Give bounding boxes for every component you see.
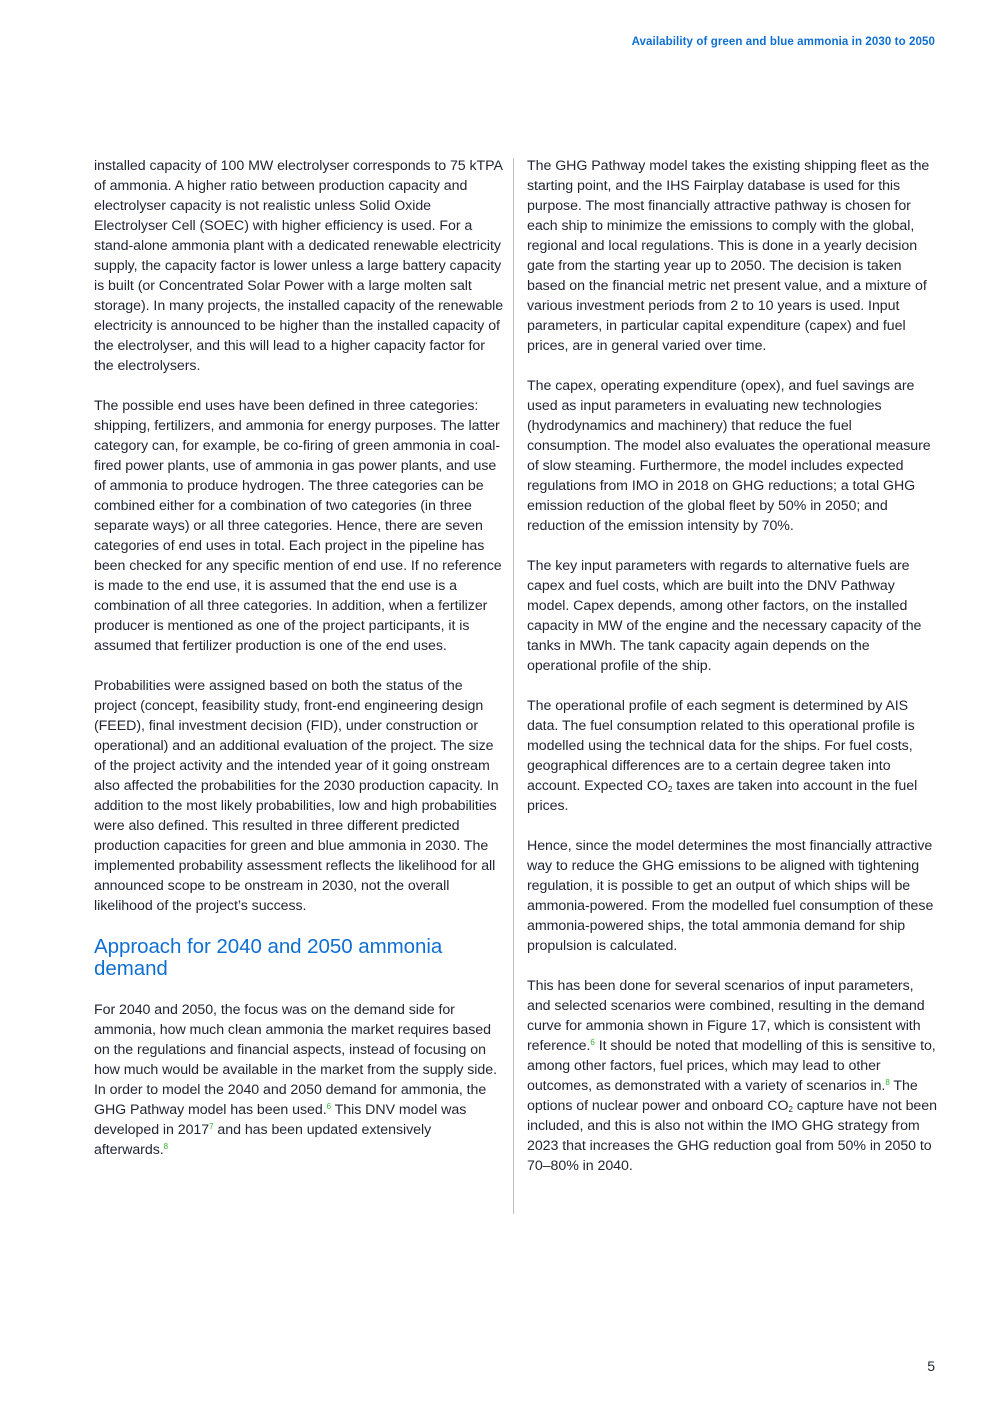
paragraph: The possible end uses have been defined in three categories: shipping, fertilizers, and ammonia for energy purposes. The latter category can, for example, be co-firing of green ammonia in coal-fired power plants, use of ammonia in gas power plants, and use of ammonia to produce hydrogen. The three categories can be combined either for a combination of two categories (in three separate ways) or all three categories. Hence, there are seven categories of end uses in total. Each project in the pipeline has been checked for any specific mention of end use. If no reference is made to the end use, it is assumed that the end use is a combination of all three categories. In addition, when a fertilizer producer is mentioned as one of the project participants, it is assumed that fertilizer production is one of the end uses. [94, 398, 502, 654]
right-column [527, 156, 937, 1196]
paragraph: Probabilities were assigned based on both the status of the project (concept, feasibility study, front-end engineering design (FEED), final investment decision (FID), under construction or operational) and an additional evaluation of the project. The size of the project activity and the intended year of it going onstream also affected the probabilities for the 2030 production capacity. In addition to the most likely probabilities, low and high probabilities were also defined. This resulted in three different predicted production capacities for green and blue ammonia in 2030. The implemented probability assessment reflects the likelihood for all announced scope to be onstream in 2030, not the overall likelihood of the project’s success. [94, 678, 499, 914]
paragraph: installed capacity of 100 MW electrolyser corresponds to 75 kTPA of ammonia. A higher ratio between production capacity and electrolyser capacity is not realistic unless Solid Oxide Electrolyser Cell (SOEC) with higher efficiency is used. For a stand-alone ammonia plant with a dedicated renewable electricity supply, the capacity factor is lower unless a large battery capacity is built (or Concentrated Solar Power with a large molten salt storage). In many projects, the installed capacity of the renewable electricity is announced to be higher than the installed capacity of the electrolyser, and this will lead to a higher capacity factor for the electrolysers. [94, 158, 504, 374]
footnote-ref[interactable]: 8 [163, 1142, 169, 1151]
footnote-ref[interactable]: 6 [326, 1102, 332, 1111]
paragraph [94, 1000, 504, 1160]
left-column [94, 156, 504, 1180]
text-run: and has been updated extensively afterwards. [94, 1122, 432, 1158]
paragraph [527, 976, 937, 1176]
paragraph: The GHG Pathway model takes the existing shipping fleet as the starting point, and the IHS Fairplay database is used for this purpose. The most financially attractive pathway is chosen for each ship to minimize the emissions to comply with the global, regional and local regulations. This is done in a yearly decision gate from the starting year up to 2050. The decision is taken based on the financial metric net present value, and a mixture of various investment periods from 2 to 10 years is used. Input parameters, in particular capital expenditure (capex) and fuel prices, are in general varied over time. [527, 158, 930, 354]
column-divider [513, 158, 514, 1214]
text-run: The options of nuclear power and onboard CO [527, 1078, 918, 1114]
subscript: 2 [788, 1105, 793, 1114]
footnote-ref[interactable]: 7 [209, 1122, 214, 1131]
section-heading: Approach for 2040 and 2050 ammonia demand [94, 935, 443, 980]
subscript: 2 [667, 785, 673, 794]
footnote-ref[interactable]: 8 [885, 1078, 890, 1087]
paragraph: Hence, since the model determines the most financially attractive way to reduce the GHG emissions to be aligned with tightening regulation, it is possible to get an output of which ships will be ammonia-powered. From the modelled fuel consumption of these ammonia-powered ships, the total ammonia demand for ship propulsion is calculated. [527, 838, 934, 954]
text-run: The operational profile of each segment is determined by AIS data. The fuel consumption related to this operational profile is modelled using the technical data for the ships. For fuel costs, geographical differences are to a certain degree taken into account. Expected CO [527, 698, 915, 794]
text-run: This has been done for several scenarios of input parameters, and selected scenarios were combined, resulting in the demand curve for ammonia shown in Figure 17, which is consistent with reference. [527, 978, 925, 1054]
paragraph: The capex, operating expenditure (opex), and fuel savings are used as input parameters in evaluating new technologies (hydrodynamics and machinery) that reduce the fuel consumption. The model also evaluates the operational measure of slow steaming. Furthermore, the model includes expected regulations from IMO in 2018 on GHG reductions; a total GHG emission reduction of the global fleet by 50% in 2050; and reduction of the emission intensity by 70%. [527, 378, 931, 534]
paragraph [527, 696, 937, 816]
text-run: For 2040 and 2050, the focus was on the demand side for ammonia, how much clean ammonia the market requires based on the regulations and financial aspects, instead of focusing on how much would be available in the market from the supply side. In order to model the 2040 and 2050 demand for ammonia, the GHG Pathway model has been used. [94, 1002, 497, 1118]
text-run: capture have not been included, and this is also not within the IMO GHG strategy from 2023 that increases the GHG reduction goal from 50% in 2050 to 70–80% in 2040. [527, 1098, 937, 1174]
text-run: It should be noted that modelling of this is sensitive to, among other factors, fuel prices, which may lead to other outcomes, as demonstrated with a variety of scenarios in. [527, 1038, 936, 1094]
footnote-ref[interactable]: 6 [590, 1038, 595, 1047]
text-run: This DNV model was developed in 2017 [94, 1102, 467, 1138]
running-header: Availability of green and blue ammonia in 2030 to 2050 [631, 36, 935, 48]
paragraph: The key input parameters with regards to alternative fuels are capex and fuel costs, which are built into the DNV Pathway model. Capex depends, among other factors, on the installed capacity in MW of the engine and the necessary capacity of the tanks in MWh. The tank capacity again depends on the operational profile of the ship. [527, 558, 922, 674]
text-run: taxes are taken into account in the fuel prices. [527, 778, 918, 814]
page-number: 5 [927, 1358, 935, 1374]
